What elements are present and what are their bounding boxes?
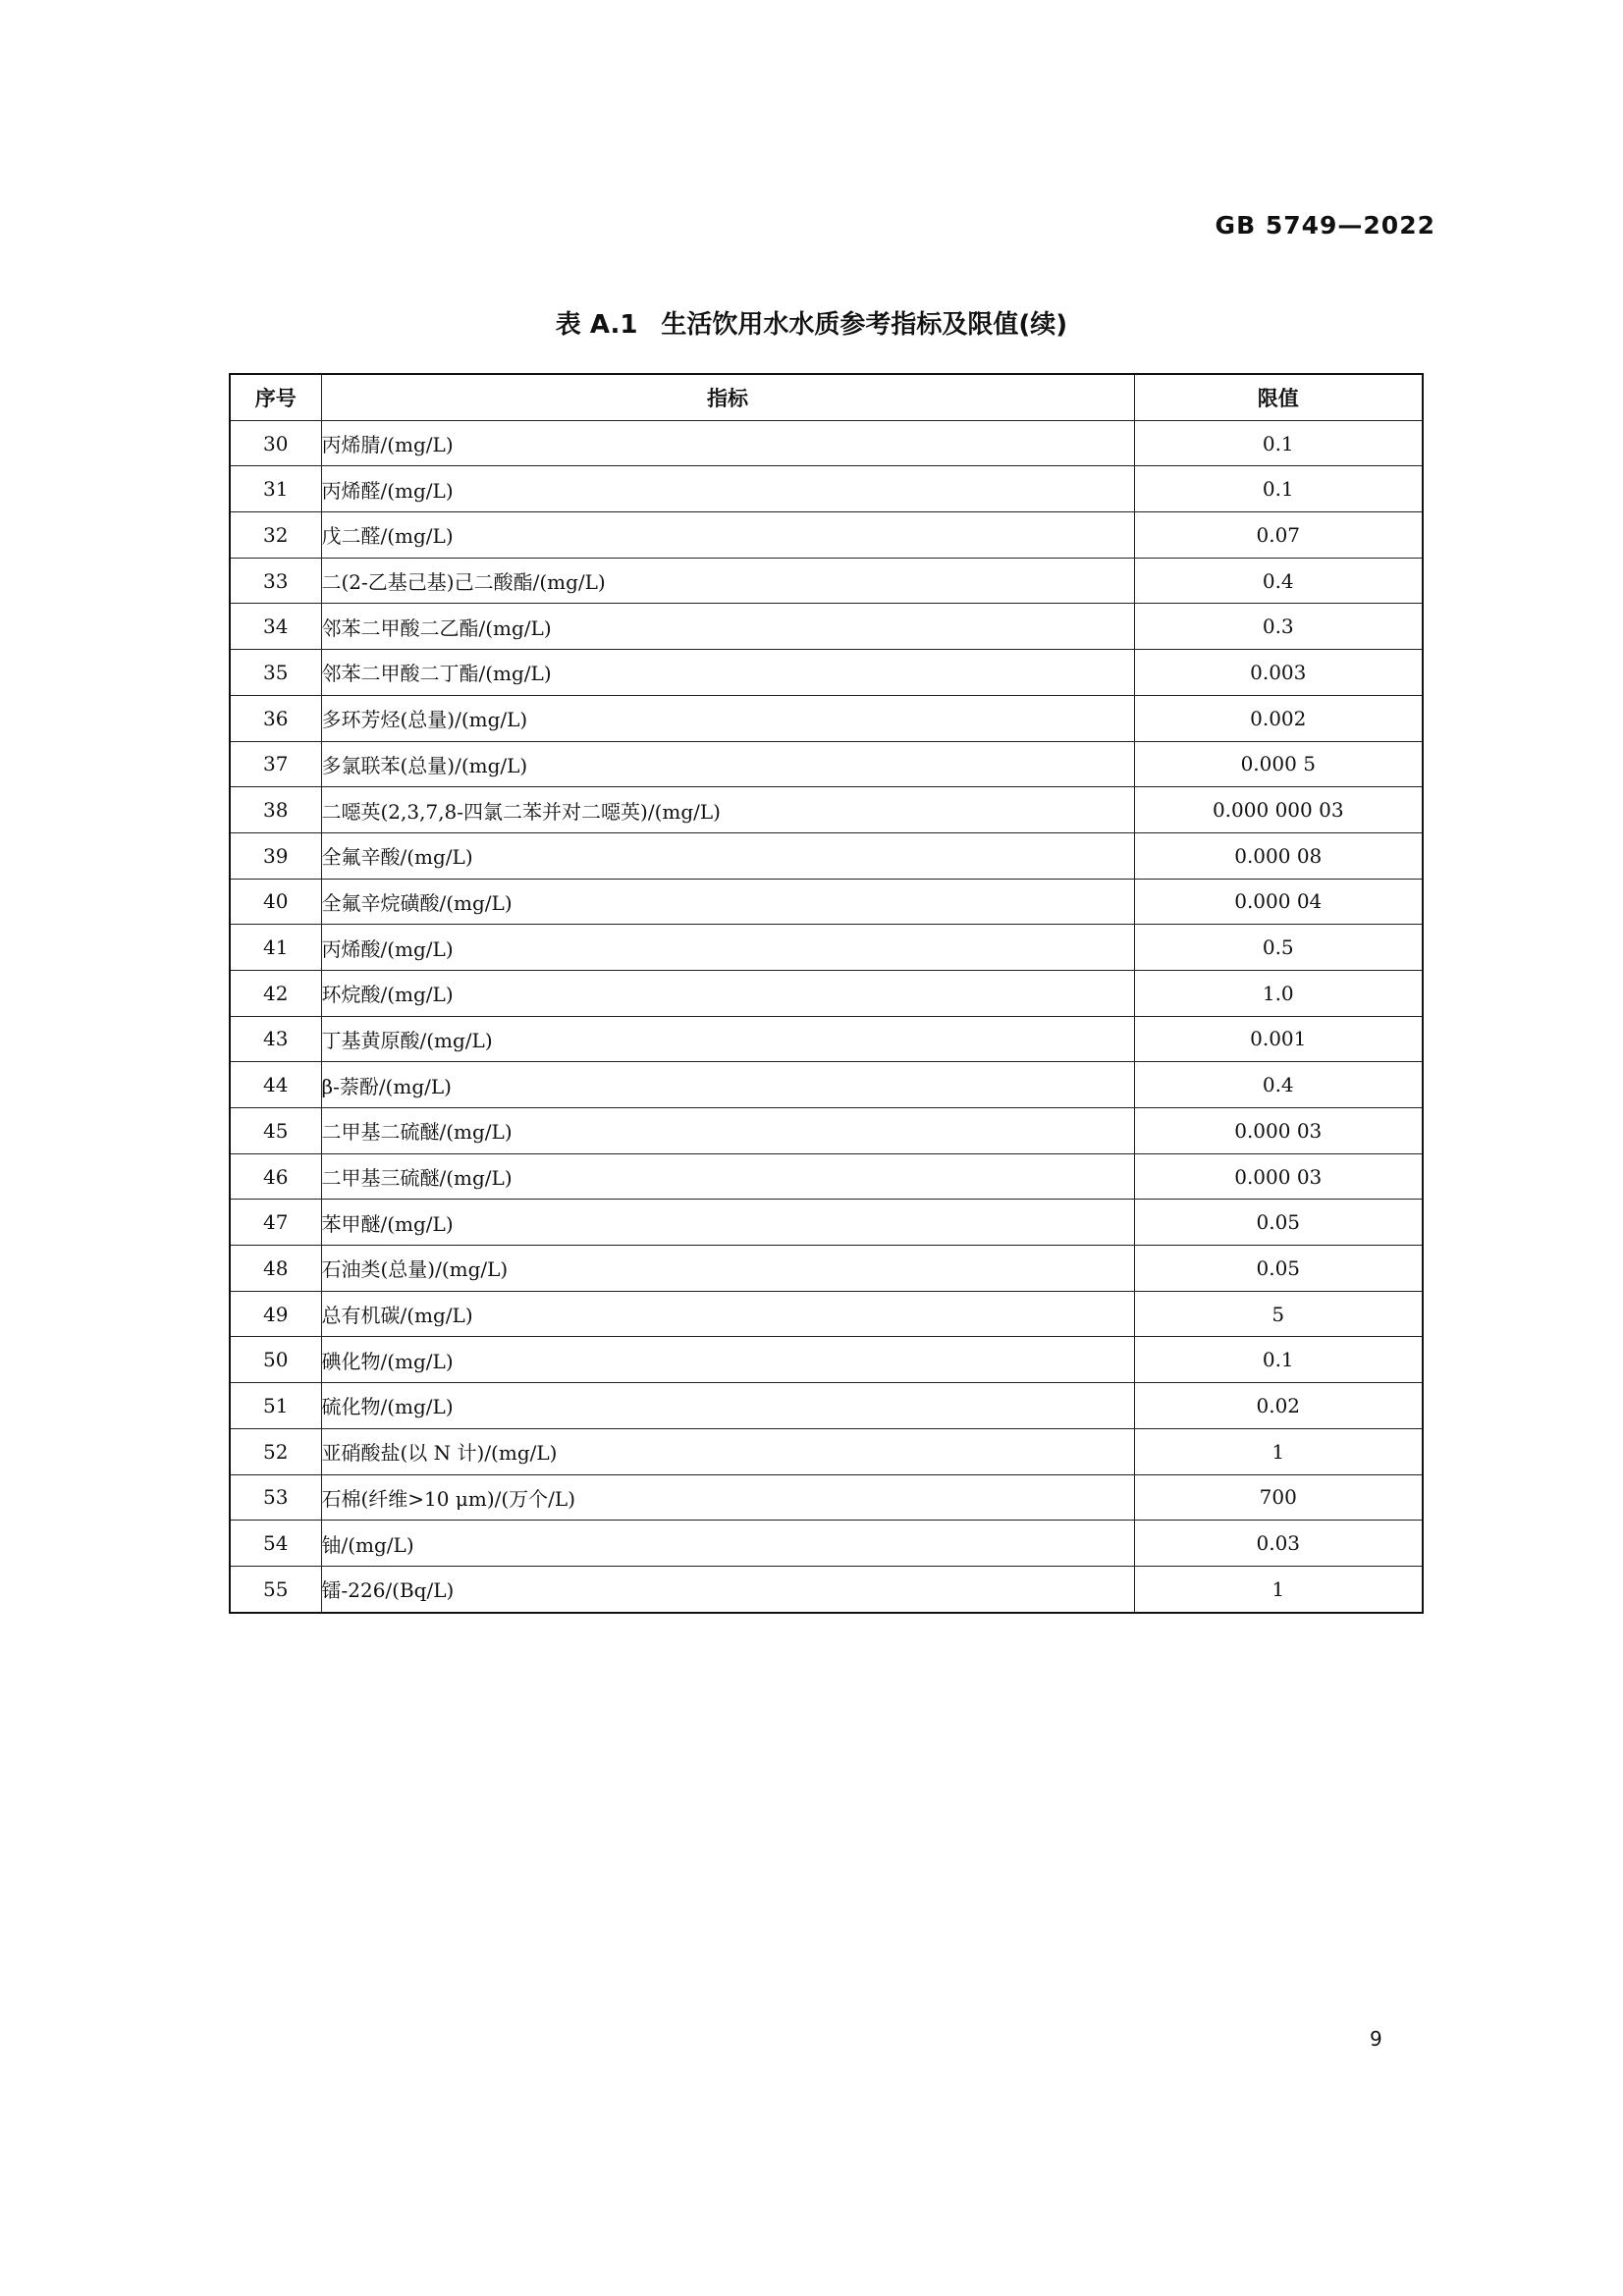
indicator-name: 总有机碳/(mg/L) [321, 1291, 1134, 1337]
indicator-name: 硫化物/(mg/L) [321, 1383, 1134, 1429]
limit-value: 0.5 [1134, 925, 1423, 971]
indicator-name: 环烷酸/(mg/L) [321, 970, 1134, 1016]
indicator-name: 二噁英(2,3,7,8-四氯二苯并对二噁英)/(mg/L) [321, 787, 1134, 833]
limit-value: 0.03 [1134, 1521, 1423, 1567]
row-number: 36 [230, 695, 321, 741]
indicator-name: β-萘酚/(mg/L) [321, 1062, 1134, 1108]
indicator-name: 多氯联苯(总量)/(mg/L) [321, 741, 1134, 787]
table-row [230, 466, 1423, 512]
row-number: 45 [230, 1108, 321, 1154]
table-row [230, 695, 1423, 741]
limit-value: 700 [1134, 1474, 1423, 1521]
row-number: 42 [230, 970, 321, 1016]
indicator-name: 戊二醛/(mg/L) [321, 512, 1134, 559]
limit-value: 1 [1134, 1566, 1423, 1612]
limit-value: 0.000 04 [1134, 879, 1423, 925]
table-row [230, 1383, 1423, 1429]
table-row [230, 741, 1423, 787]
standard-code: GB 5749—2022 [1215, 211, 1435, 240]
table-row [230, 604, 1423, 650]
table-row [230, 879, 1423, 925]
indicator-name: 丙烯腈/(mg/L) [321, 420, 1134, 466]
indicator-name: 二甲基三硫醚/(mg/L) [321, 1153, 1134, 1200]
indicator-name: 亚硝酸盐(以 N 计)/(mg/L) [321, 1428, 1134, 1474]
indicator-name: 苯甲醚/(mg/L) [321, 1200, 1134, 1246]
table-row [230, 1428, 1423, 1474]
row-number: 32 [230, 512, 321, 559]
limit-value: 0.05 [1134, 1246, 1423, 1292]
row-number: 34 [230, 604, 321, 650]
row-number: 35 [230, 650, 321, 696]
table-row [230, 1291, 1423, 1337]
table-row [230, 1153, 1423, 1200]
limit-value: 0.1 [1134, 420, 1423, 466]
limit-value: 0.001 [1134, 1016, 1423, 1062]
limit-value: 0.1 [1134, 466, 1423, 512]
row-number: 40 [230, 879, 321, 925]
table-row [230, 1566, 1423, 1612]
table-row [230, 832, 1423, 879]
indicator-name: 全氟辛酸/(mg/L) [321, 832, 1134, 879]
table-row [230, 787, 1423, 833]
row-number: 31 [230, 466, 321, 512]
row-number: 43 [230, 1016, 321, 1062]
row-number: 53 [230, 1474, 321, 1521]
table-row [230, 925, 1423, 971]
row-number: 50 [230, 1337, 321, 1383]
table-row [230, 650, 1423, 696]
table-header-row [230, 374, 1423, 420]
indicator-name: 石油类(总量)/(mg/L) [321, 1246, 1134, 1292]
indicator-name: 碘化物/(mg/L) [321, 1337, 1134, 1383]
row-number: 49 [230, 1291, 321, 1337]
indicator-name: 石棉(纤维>10 μm)/(万个/L) [321, 1474, 1134, 1521]
row-number: 30 [230, 420, 321, 466]
indicator-name: 丙烯醛/(mg/L) [321, 466, 1134, 512]
limit-value: 0.002 [1134, 695, 1423, 741]
row-number: 33 [230, 558, 321, 604]
page-number: 9 [1370, 2027, 1382, 2051]
table-row [230, 558, 1423, 604]
column-header-limit: 限值 [1134, 374, 1423, 420]
limit-value: 0.1 [1134, 1337, 1423, 1383]
table-row [230, 1062, 1423, 1108]
table-row [230, 1521, 1423, 1567]
indicator-name: 邻苯二甲酸二丁酯/(mg/L) [321, 650, 1134, 696]
limit-value: 1 [1134, 1428, 1423, 1474]
indicator-name: 多环芳烃(总量)/(mg/L) [321, 695, 1134, 741]
limit-value: 0.07 [1134, 512, 1423, 559]
table-row [230, 1246, 1423, 1292]
row-number: 52 [230, 1428, 321, 1474]
indicator-table [229, 373, 1424, 1614]
table-row [230, 1108, 1423, 1154]
indicator-name: 二甲基二硫醚/(mg/L) [321, 1108, 1134, 1154]
row-number: 46 [230, 1153, 321, 1200]
table-row [230, 1016, 1423, 1062]
limit-value: 0.000 03 [1134, 1108, 1423, 1154]
row-number: 54 [230, 1521, 321, 1567]
row-number: 55 [230, 1566, 321, 1612]
row-number: 44 [230, 1062, 321, 1108]
table-row [230, 512, 1423, 559]
limit-value: 0.3 [1134, 604, 1423, 650]
row-number: 39 [230, 832, 321, 879]
indicator-name: 二(2-乙基己基)己二酸酯/(mg/L) [321, 558, 1134, 604]
indicator-name: 铀/(mg/L) [321, 1521, 1134, 1567]
table-row [230, 1200, 1423, 1246]
row-number: 41 [230, 925, 321, 971]
row-number: 38 [230, 787, 321, 833]
limit-value: 0.000 08 [1134, 832, 1423, 879]
limit-value: 0.05 [1134, 1200, 1423, 1246]
row-number: 48 [230, 1246, 321, 1292]
limit-value: 0.000 03 [1134, 1153, 1423, 1200]
limit-value: 0.000 000 03 [1134, 787, 1423, 833]
column-header-no: 序号 [230, 374, 321, 420]
table-body [230, 420, 1423, 1612]
row-number: 47 [230, 1200, 321, 1246]
indicator-name: 镭-226/(Bq/L) [321, 1566, 1134, 1612]
table-row [230, 1474, 1423, 1521]
table-title [0, 304, 1623, 341]
limit-value: 1.0 [1134, 970, 1423, 1016]
table-row [230, 1337, 1423, 1383]
limit-value: 0.4 [1134, 558, 1423, 604]
table-caption: 生活饮用水水质参考指标及限值(续) [661, 310, 1068, 340]
row-number: 37 [230, 741, 321, 787]
limit-value: 0.02 [1134, 1383, 1423, 1429]
row-number: 51 [230, 1383, 321, 1429]
indicator-name: 丙烯酸/(mg/L) [321, 925, 1134, 971]
table-row [230, 970, 1423, 1016]
indicator-name: 丁基黄原酸/(mg/L) [321, 1016, 1134, 1062]
column-header-indicator: 指标 [321, 374, 1134, 420]
limit-value: 0.003 [1134, 650, 1423, 696]
indicator-name: 邻苯二甲酸二乙酯/(mg/L) [321, 604, 1134, 650]
limit-value: 0.000 5 [1134, 741, 1423, 787]
table-label: 表 A.1 [555, 310, 638, 340]
table-row [230, 420, 1423, 466]
indicator-name: 全氟辛烷磺酸/(mg/L) [321, 879, 1134, 925]
limit-value: 5 [1134, 1291, 1423, 1337]
limit-value: 0.4 [1134, 1062, 1423, 1108]
